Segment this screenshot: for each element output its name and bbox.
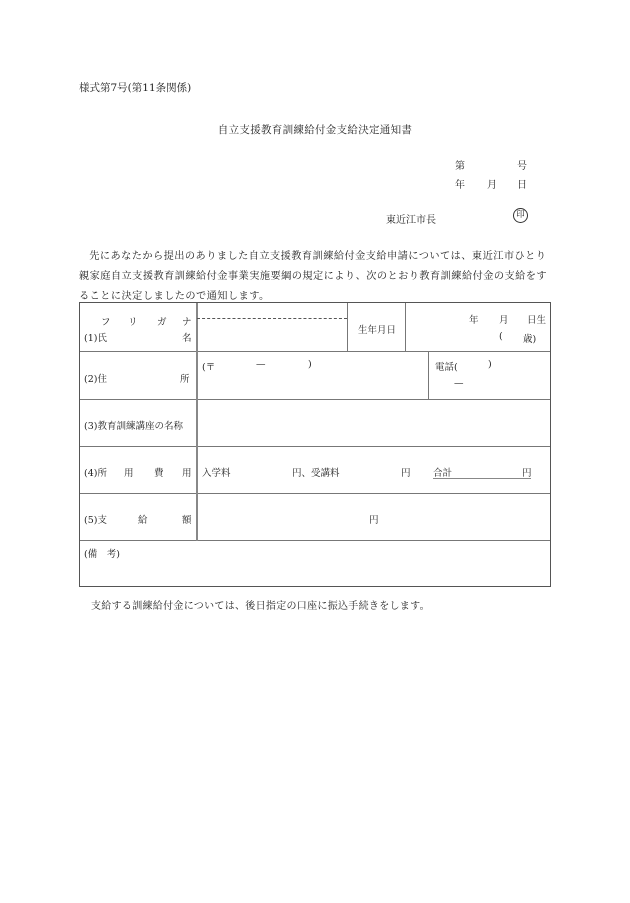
issue-year: 年 xyxy=(455,180,465,191)
age-open: ( xyxy=(499,331,503,342)
name-label-suffix: 名 xyxy=(182,333,192,344)
total-label: 合計 xyxy=(433,468,453,479)
postal-open: (〒 xyxy=(202,362,216,373)
phone-close: ) xyxy=(488,359,492,370)
phone-input-area[interactable] xyxy=(430,353,550,398)
seal-icon: 印 xyxy=(513,208,528,223)
transfer-note: 支給する訓練給付金については、後日指定の口座に振込手続きをします。 xyxy=(91,601,430,612)
number-prefix: 第 xyxy=(455,161,465,172)
age-close: 歳) xyxy=(523,334,537,345)
course-name-label: (3)教育訓練講座の名称 xyxy=(84,421,183,432)
payment-amount-label: 給 xyxy=(138,515,148,526)
birthdate-label: 生年月日 xyxy=(358,325,397,336)
birth-year: 年 xyxy=(469,315,479,326)
phone-label: 電話( xyxy=(435,362,458,373)
name-label: (1)氏 xyxy=(84,333,107,344)
postal-dash: — xyxy=(256,359,266,370)
expenses-label: 用 xyxy=(124,468,134,479)
birth-month: 月 xyxy=(499,315,509,326)
issue-month: 月 xyxy=(487,180,497,191)
furigana-char: リ xyxy=(128,317,138,328)
expenses-input-area[interactable] xyxy=(198,448,550,492)
birth-day: 日生 xyxy=(527,315,547,326)
furigana-char: ナ xyxy=(182,317,192,328)
total-yen: 円 xyxy=(522,468,532,479)
remarks-input-area[interactable] xyxy=(82,559,548,585)
name-input-area[interactable] xyxy=(198,319,346,350)
admission-fee-yen: 円、受講料 xyxy=(292,468,340,479)
postal-close: ) xyxy=(308,359,312,370)
form-number: 様式第7号(第11条関係) xyxy=(79,82,192,94)
address-input-area[interactable] xyxy=(198,353,426,398)
document-title: 自立支援教育訓練給付金支給決定通知書 xyxy=(217,124,413,136)
course-name-input-area[interactable] xyxy=(198,401,550,445)
payment-amount-label: 額 xyxy=(182,515,192,526)
notice-text: 先にあなたから提出のありました自立支援教育訓練給付金支給申請については、東近江市ひとり親家庭自立支援教育訓練給付金事業実施要綱の規定により、次のとおり教育訓練給付金の支給をすることに決定しましたので通知します。 xyxy=(79,251,548,302)
tuition-fee-yen: 円 xyxy=(401,468,411,479)
admission-fee-label: 入学料 xyxy=(202,468,231,479)
furigana-char: フ xyxy=(101,317,111,328)
phone-dash: — xyxy=(454,378,464,389)
payment-amount-label: (5)支 xyxy=(84,515,107,526)
payment-amount-yen: 円 xyxy=(369,515,379,526)
number-suffix: 号 xyxy=(517,161,527,172)
notice-paragraph xyxy=(79,247,554,307)
remarks-label: (備 考) xyxy=(84,549,120,560)
expenses-label: (4)所 xyxy=(84,468,107,479)
address-label-suffix: 所 xyxy=(180,374,190,385)
issue-day: 日 xyxy=(517,180,527,191)
decision-table xyxy=(79,302,551,587)
furigana-char: ガ xyxy=(157,317,167,328)
issuer-name: 東近江市長 xyxy=(386,215,436,226)
expenses-label: 費 xyxy=(154,468,164,479)
address-label: (2)住 xyxy=(84,374,107,385)
payment-amount-input-area[interactable] xyxy=(198,495,550,539)
expenses-label: 用 xyxy=(182,468,192,479)
